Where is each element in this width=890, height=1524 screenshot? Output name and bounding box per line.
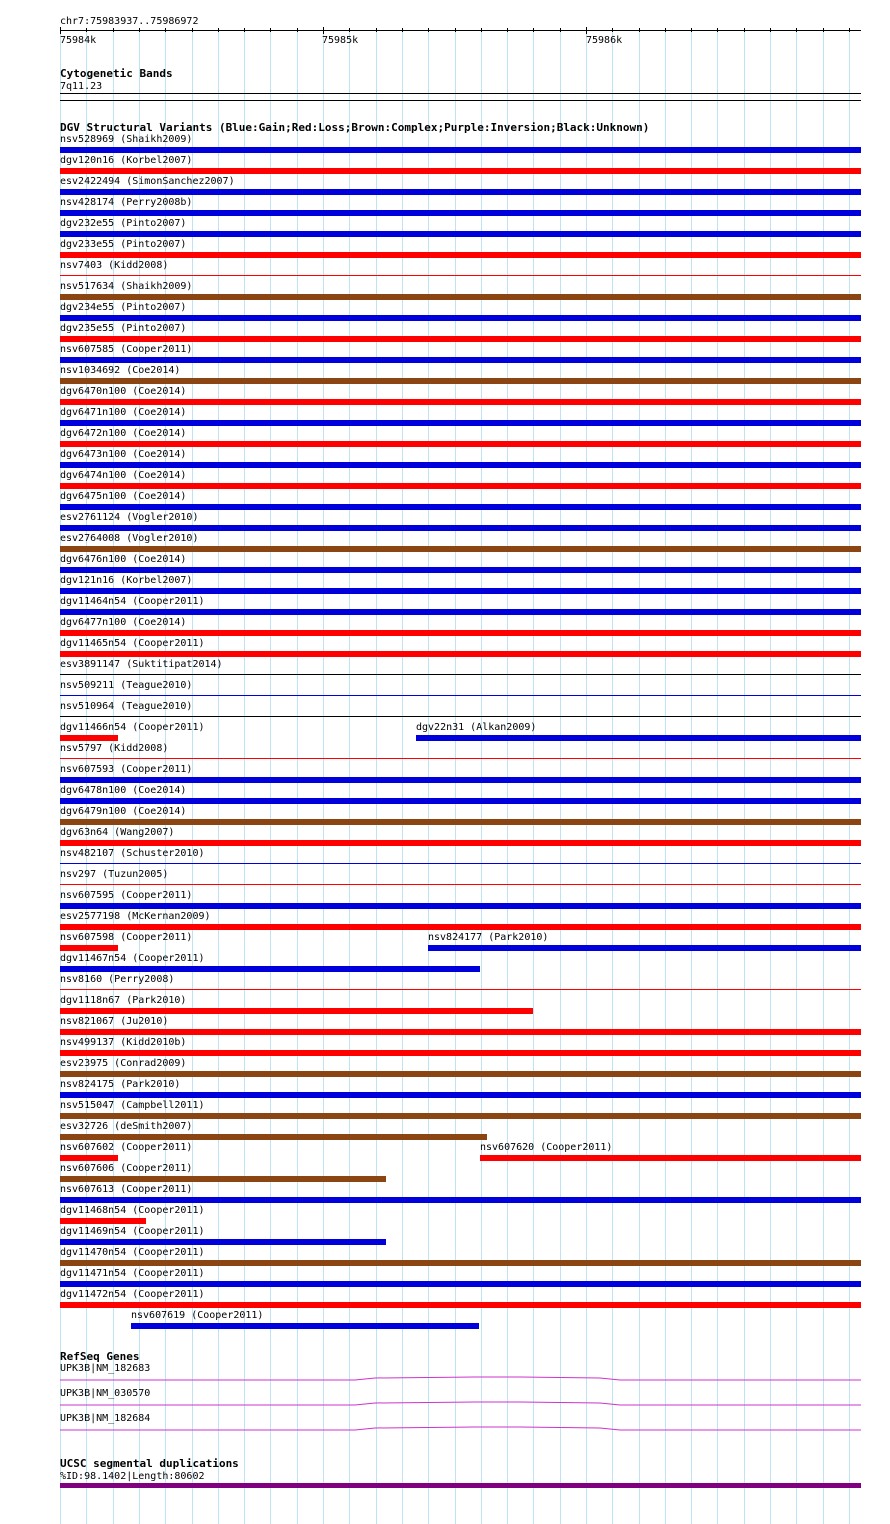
gene-model[interactable]	[60, 1377, 861, 1380]
variant-label[interactable]: esv3891147 (Suktitipat2014)	[60, 659, 223, 670]
variant-label[interactable]: nsv607620 (Cooper2011)	[480, 1142, 613, 1153]
variant-label[interactable]: nsv428174 (Perry2008b)	[60, 197, 193, 208]
variant-label[interactable]: dgv6474n100 (Coe2014)	[60, 470, 187, 481]
variant-label[interactable]: dgv6473n100 (Coe2014)	[60, 449, 187, 460]
variant-label[interactable]: dgv11470n54 (Cooper2011)	[60, 1247, 205, 1258]
segdup-track-title[interactable]: UCSC segmental duplications	[60, 1457, 239, 1470]
variant-label[interactable]: nsv607613 (Cooper2011)	[60, 1184, 193, 1195]
variant-label[interactable]: esv2577198 (McKernan2009)	[60, 911, 211, 922]
variant-label[interactable]: nsv607585 (Cooper2011)	[60, 344, 193, 355]
variant-label[interactable]: dgv235e55 (Pinto2007)	[60, 323, 187, 334]
variant-label[interactable]: dgv233e55 (Pinto2007)	[60, 239, 187, 250]
variant-label[interactable]: nsv607606 (Cooper2011)	[60, 1163, 193, 1174]
variant-label[interactable]: dgv11468n54 (Cooper2011)	[60, 1205, 205, 1216]
variant-label[interactable]: nsv8160 (Perry2008)	[60, 974, 175, 985]
dgv-track-title[interactable]: DGV Structural Variants (Blue:Gain;Red:Loss;Brown:Complex;Purple:Inversion;Black:Unknown)	[60, 121, 650, 134]
variant-label[interactable]: esv2761124 (Vogler2010)	[60, 512, 199, 523]
variant-label[interactable]: nsv824175 (Park2010)	[60, 1079, 181, 1090]
variant-label[interactable]: dgv6471n100 (Coe2014)	[60, 407, 187, 418]
variant-label[interactable]: dgv121n16 (Korbel2007)	[60, 575, 193, 586]
variant-label[interactable]: nsv5797 (Kidd2008)	[60, 743, 169, 754]
variant-label[interactable]: nsv515047 (Campbell2011)	[60, 1100, 205, 1111]
variant-label[interactable]: nsv499137 (Kidd2010b)	[60, 1037, 187, 1048]
gene-label[interactable]: UPK3B|NM_182683	[60, 1363, 151, 1374]
variant-label[interactable]: dgv11472n54 (Cooper2011)	[60, 1289, 205, 1300]
variant-label[interactable]: dgv11465n54 (Cooper2011)	[60, 638, 205, 649]
variant-label[interactable]: dgv6479n100 (Coe2014)	[60, 806, 187, 817]
variant-label[interactable]: dgv11467n54 (Cooper2011)	[60, 953, 205, 964]
gene-model[interactable]	[60, 1427, 861, 1430]
variant-label[interactable]: dgv1118n67 (Park2010)	[60, 995, 187, 1006]
variant-label[interactable]: nsv297 (Tuzun2005)	[60, 869, 169, 880]
variant-label[interactable]: nsv607593 (Cooper2011)	[60, 764, 193, 775]
ruler-tick-label: 75986k	[586, 35, 623, 46]
variant-label[interactable]: esv2764008 (Vogler2010)	[60, 533, 199, 544]
variant-label[interactable]: dgv234e55 (Pinto2007)	[60, 302, 187, 313]
variant-label[interactable]: dgv63n64 (Wang2007)	[60, 827, 175, 838]
variant-label[interactable]: nsv7403 (Kidd2008)	[60, 260, 169, 271]
gene-label[interactable]: UPK3B|NM_030570	[60, 1388, 151, 1399]
variant-label[interactable]: dgv232e55 (Pinto2007)	[60, 218, 187, 229]
variant-label[interactable]: esv23975 (Conrad2009)	[60, 1058, 187, 1069]
variant-label[interactable]: dgv6477n100 (Coe2014)	[60, 617, 187, 628]
variant-label[interactable]: dgv11466n54 (Cooper2011)	[60, 722, 205, 733]
ruler-position: chr7:75983937..75986972	[60, 16, 199, 27]
gene-label[interactable]: UPK3B|NM_182684	[60, 1413, 151, 1424]
variant-label[interactable]: dgv6472n100 (Coe2014)	[60, 428, 187, 439]
variant-label[interactable]: nsv482107 (Schuster2010)	[60, 848, 205, 859]
variant-label[interactable]: dgv11471n54 (Cooper2011)	[60, 1268, 205, 1279]
gene-model[interactable]	[60, 1402, 861, 1405]
segdup-label: %ID:98.1402|Length:80602	[60, 1471, 205, 1482]
variant-label[interactable]: dgv11469n54 (Cooper2011)	[60, 1226, 205, 1237]
variant-label[interactable]: dgv6476n100 (Coe2014)	[60, 554, 187, 565]
variant-label[interactable]: nsv607619 (Cooper2011)	[131, 1310, 264, 1321]
variant-label[interactable]: nsv509211 (Teague2010)	[60, 680, 193, 691]
variant-label[interactable]: dgv6470n100 (Coe2014)	[60, 386, 187, 397]
cytoband-label: 7q11.23	[60, 81, 103, 92]
variant-label[interactable]: nsv528969 (Shaikh2009)	[60, 134, 193, 145]
segdup-feature[interactable]	[60, 1483, 861, 1488]
variant-label[interactable]: dgv22n31 (Alkan2009)	[416, 722, 537, 733]
variant-label[interactable]: dgv6475n100 (Coe2014)	[60, 491, 187, 502]
variant-label[interactable]: nsv1034692 (Coe2014)	[60, 365, 181, 376]
ruler-tick-label: 75985k	[322, 35, 359, 46]
variant-label[interactable]: nsv824177 (Park2010)	[428, 932, 549, 943]
variant-label[interactable]: nsv517634 (Shaikh2009)	[60, 281, 193, 292]
variant-label[interactable]: nsv607595 (Cooper2011)	[60, 890, 193, 901]
cytoband-track-title[interactable]: Cytogenetic Bands	[60, 67, 173, 80]
variant-label[interactable]: nsv821067 (Ju2010)	[60, 1016, 169, 1027]
variant-label[interactable]: dgv11464n54 (Cooper2011)	[60, 596, 205, 607]
refseq-track-title[interactable]: RefSeq Genes	[60, 1350, 140, 1363]
variant-label[interactable]: nsv510964 (Teague2010)	[60, 701, 193, 712]
variant-label[interactable]: nsv607602 (Cooper2011)	[60, 1142, 193, 1153]
variant-label[interactable]: esv32726 (deSmith2007)	[60, 1121, 193, 1132]
variant-label[interactable]: esv2422494 (SimonSanchez2007)	[60, 176, 235, 187]
ruler-tick-label: 75984k	[60, 35, 97, 46]
variant-label[interactable]: dgv6478n100 (Coe2014)	[60, 785, 187, 796]
variant-label[interactable]: dgv120n16 (Korbel2007)	[60, 155, 193, 166]
variant-label[interactable]: nsv607598 (Cooper2011)	[60, 932, 193, 943]
